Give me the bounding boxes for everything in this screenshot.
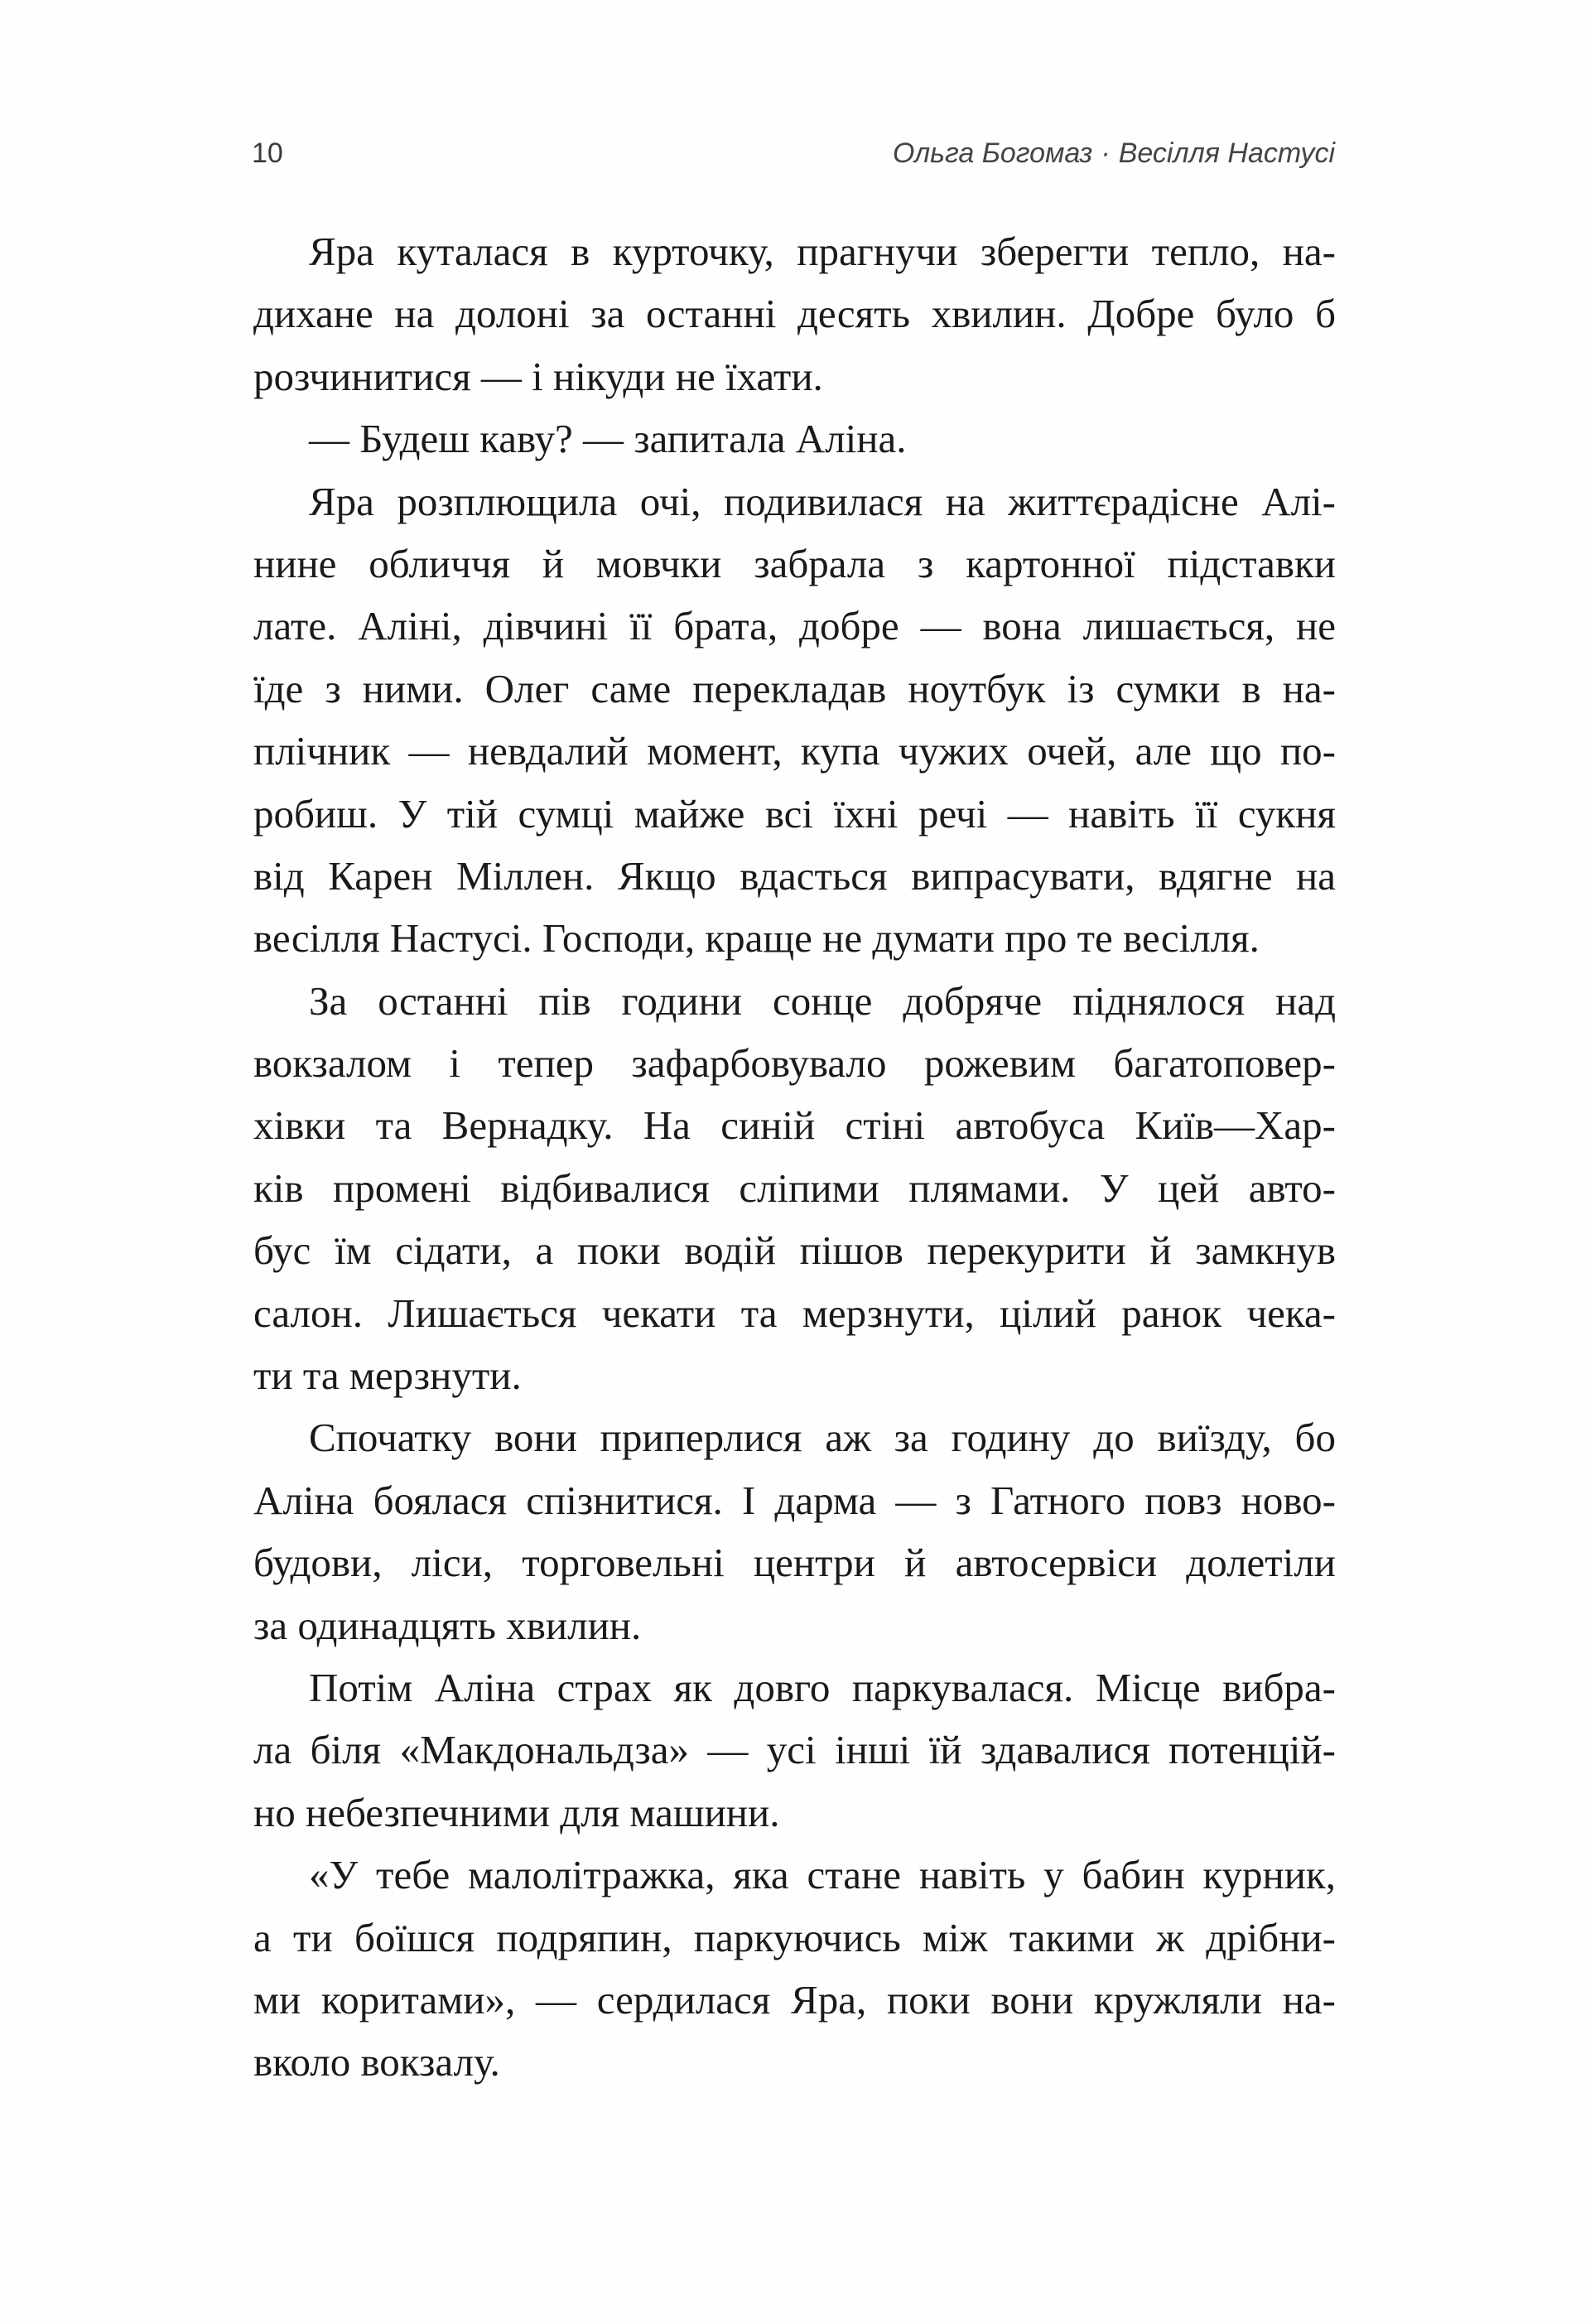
text-line: За останні пів години сонце добряче піднялося над xyxy=(309,977,1336,1024)
text-line: весілля Настусі. Господи, краще не думати про те весілля. xyxy=(253,915,1260,962)
text-line: бус їм сідати, а поки водій пішов перекурити й замкнув xyxy=(253,1227,1336,1274)
text-line: Потім Аліна страх як довго паркувалася. Місце вибра- xyxy=(309,1664,1336,1710)
text-line: вокзалом і тепер зафарбовувало рожевим багатоповер- xyxy=(253,1040,1336,1087)
book-title: Весілля Настусі xyxy=(1118,137,1335,169)
text-line: ків промені відбивалися сліпими плямами. У цей авто- xyxy=(253,1164,1336,1211)
text-line: вколо вокзалу. xyxy=(253,2039,500,2085)
text-line: хівки та Вернадку. На синій стіні автобуса Київ—Хар- xyxy=(253,1102,1336,1149)
text-line: Аліна боялася спізнитися. І дарма — з Гатного повз ново- xyxy=(253,1477,1336,1523)
separator-dot: · xyxy=(1101,137,1111,169)
running-head xyxy=(252,135,1335,171)
text-line: від Карен Міллен. Якщо вдасться випрасувати, вдягне на xyxy=(253,852,1336,899)
running-title xyxy=(893,135,1335,171)
text-line: ла біля «Макдональдза» — усі інші їй здавалися потенцій- xyxy=(253,1727,1336,1773)
text-line: но небезпечними для машини. xyxy=(253,1789,780,1835)
text-line: за одинадцять хвилин. xyxy=(253,1602,642,1648)
text-line: Яра куталася в курточку, прагнучи зберегти тепло, на- xyxy=(309,229,1336,274)
text-line: лате. Аліні, дівчині її брата, добре — вона лишається, не xyxy=(253,603,1336,649)
text-line: робиш. У тій сумці майже всі їхні речі — навіть її сукня xyxy=(253,790,1336,837)
text-line: плічник — невдалий момент, купа чужих очей, але що по- xyxy=(253,728,1336,774)
text-line: будови, ліси, торговельні центри й автосервіси долетіли xyxy=(253,1540,1336,1586)
author-name: Ольга Богомаз xyxy=(892,137,1093,169)
text-line: їде з ними. Олег саме перекладав ноутбук із сумки в на- xyxy=(253,665,1336,711)
text-line: а ти боїшся подряпин, паркуючись між такими ж дрібни- xyxy=(253,1914,1336,1960)
text-line: Яра розплющила очі, подивилася на життєрадісне Алі- xyxy=(309,478,1336,524)
text-line: — Будеш каву? — запитала Аліна. xyxy=(309,416,907,462)
text-line: салон. Лишається чекати та мерзнути, цілий ранок чека- xyxy=(253,1290,1336,1336)
text-line: «У тебе малолітражка, яка стане навіть у бабин курник, xyxy=(309,1852,1336,1898)
text-line: ми коритами», — сердилася Яра, поки вони кружляли на- xyxy=(253,1976,1336,2023)
page-number: 10 xyxy=(252,137,283,169)
text-line: Спочатку вони приперлися аж за годину до виїзду, бо xyxy=(309,1415,1336,1461)
text-line: розчинитися — і нікуди не їхати. xyxy=(253,353,823,399)
text-line: нине обличчя й мовчки забрала з картонної підставки xyxy=(253,540,1336,586)
text-line: дихане на долоні за останні десять хвилин. Добре було б xyxy=(253,291,1336,337)
text-line: ти та мерзнути. xyxy=(253,1352,522,1399)
body-text xyxy=(253,220,1336,2094)
